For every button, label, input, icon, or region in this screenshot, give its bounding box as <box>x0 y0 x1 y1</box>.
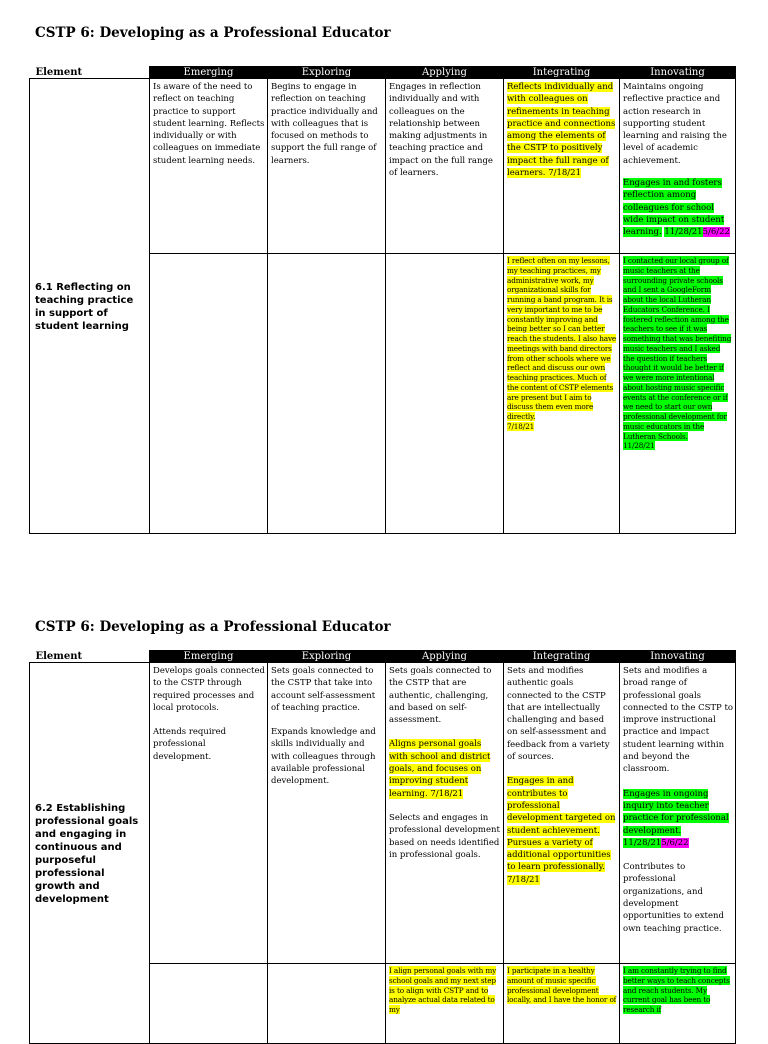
innovating-descriptor-1: Sets and modifies a broad range of professional goals connected to the CSTP to improve instructional practice and impact student learning within and beyond the classroom. <box>623 666 734 775</box>
exploring-header: Exploring <box>268 651 386 663</box>
cstp6-2-rubric-table <box>29 650 736 1044</box>
element-header: Element <box>30 651 150 663</box>
header-row <box>30 651 736 663</box>
emerging-header: Emerging <box>150 651 268 663</box>
emerging-header: Emerging <box>150 67 268 79</box>
innovating-descriptor <box>620 663 736 964</box>
innovating-evidence <box>620 254 736 534</box>
applying-evidence-text: I align personal goals with my school goals and my next step is to align with CSTP and to analyze actual data related to my <box>389 966 497 1014</box>
exploring-descriptor <box>268 663 386 964</box>
applying-descriptor-2 <box>389 738 501 799</box>
cstp6-1-rubric-table <box>29 66 736 534</box>
exploring-header: Exploring <box>268 67 386 79</box>
innovating-header: Innovating <box>620 651 736 663</box>
applying-descriptor-1: Sets goals connected to the CSTP that are authentic, challenging, and based on self-assessment. <box>389 666 492 726</box>
applying-header: Applying <box>386 651 504 663</box>
innovating-date-2: 5/6/22 <box>661 837 689 848</box>
emerging-descriptor-1: Develops goals connected to the CSTP through required processes and local protocols. <box>153 666 265 713</box>
innovating-evidence-text: I contacted our local group of music teachers at the surrounding private schools and I sent a GoogleForm about the local Lutheran Educators Conference. I fostered reflection among the teachers to see if it was something that was benefiting music teachers and I asked the question if teachers thought it would be better if we were more intentional about hosting music specific events at the conference or if we need to start our own professional development for music educators in the Lutheran Schools. <box>623 256 732 441</box>
applying-evidence <box>386 254 504 534</box>
innovating-descriptor-2 <box>623 177 733 238</box>
emerging-evidence <box>150 254 268 534</box>
innovating-descriptor-2 <box>623 788 733 849</box>
section1-title: CSTP 6: Developing as a Professional Educator <box>35 25 391 41</box>
exploring-descriptor-2: Expands knowledge and skills individually and with colleagues through available professional development. <box>271 727 376 787</box>
innovating-descriptor-2-text: Engages in and fosters reflection among colleagues for school wide impact on student learning. <box>623 178 725 238</box>
emerging-evidence <box>150 964 268 1044</box>
element-cell: 6.2 Establishing professional goals and engaging in continuous and purposeful professional growth and development <box>30 663 150 1044</box>
integrating-header: Integrating <box>504 651 620 663</box>
exploring-descriptor: Begins to engage in reflection on teaching practice individually and with colleagues that is focused on methods to support the full range of learners. <box>268 79 386 254</box>
applying-evidence <box>386 964 504 1044</box>
integrating-header: Integrating <box>504 67 620 79</box>
innovating-evidence-date: 11/28/21 <box>623 441 655 451</box>
applying-descriptor <box>386 663 504 964</box>
integrating-evidence-text: I reflect often on my lessons, my teaching practices, my administrative work, my organizational skills for running a band program. It is very important to me to be constantly improving and being better so I can better reach the students. I also have meetings with band directors from other schools where we reflect and discuss our own teaching practices. Much of the content of CSTP elements are present but I aim to discuss them even more directly. <box>507 256 617 421</box>
element-header: Element <box>30 67 150 79</box>
exploring-evidence <box>268 254 386 534</box>
integrating-evidence <box>504 254 620 534</box>
integrating-descriptor <box>504 79 620 254</box>
innovating-date-2: 5/6/22 <box>702 227 730 238</box>
section2-title: CSTP 6: Developing as a Professional Educator <box>35 619 391 635</box>
innovating-evidence <box>620 964 736 1044</box>
innovating-descriptor-1: Maintains ongoing reflective practice and action research in supporting student learning and raising the level of academic achievement. <box>623 82 727 166</box>
applying-descriptor: Engages in reflection individually and with colleagues on the relationship between making adjustments in teaching practice and impact on the full range of learners. <box>386 79 504 254</box>
element-cell: 6.1 Reflecting on teaching practice in support of student learning <box>30 79 150 534</box>
applying-descriptor-2-text: Aligns personal goals with school and district goals, and focuses on improving student learning. 7/18/21 <box>389 739 491 799</box>
emerging-descriptor: Is aware of the need to reflect on teaching practice to support student learning. Reflects individually or with colleagues on immediate student learning needs. <box>150 79 268 254</box>
integrating-descriptor-2 <box>507 775 617 886</box>
applying-header: Applying <box>386 67 504 79</box>
integrating-descriptor-2-text: Engages in and contributes to professional development targeted on student achievement. Pursues a variety of additional opportunities to learn professionally. 7/18/21 <box>507 776 616 885</box>
innovating-evidence-text: I am constantly trying to find better ways to teach concepts and reach students. My current goal has been to research if <box>623 966 730 1014</box>
header-row <box>30 67 736 79</box>
integrating-evidence-date: 7/18/21 <box>507 421 535 431</box>
innovating-date-1: 11/28/21 <box>664 227 703 238</box>
integrating-descriptor-text: Reflects individually and with colleagues on refinements in teaching practice and connections among the elements of the CSTP to positively impact the full range of learners. 7/18/21 <box>507 82 616 179</box>
emerging-descriptor-2: Attends required professional development. <box>153 727 227 762</box>
descriptor-row <box>30 79 736 254</box>
descriptor-row <box>30 663 736 964</box>
integrating-descriptor <box>504 663 620 964</box>
innovating-descriptor-3: Contributes to professional organizations, and development opportunities to extend own teaching practice. <box>623 862 724 934</box>
exploring-evidence <box>268 964 386 1044</box>
integrating-descriptor-1: Sets and modifies authentic goals connected to the CSTP that are intellectually challenging and based on self-assessment and feedback from a variety of sources. <box>507 666 610 763</box>
exploring-descriptor-1: Sets goals connected to the CSTP that take into account self-assessment of teaching practice. <box>271 666 376 713</box>
integrating-evidence-text: I participate in a healthy amount of music specific professional development locally, and I have the honor of <box>507 966 617 1005</box>
innovating-descriptor-2-text: Engages in ongoing inquiry into teacher practice for professional development. <box>623 788 729 836</box>
innovating-date-1: 11/28/21 <box>623 837 662 848</box>
innovating-descriptor <box>620 79 736 254</box>
applying-descriptor-3: Selects and engages in professional development based on needs identified in professional goals. <box>389 812 500 860</box>
emerging-descriptor <box>150 663 268 964</box>
integrating-evidence <box>504 964 620 1044</box>
innovating-header: Innovating <box>620 67 736 79</box>
